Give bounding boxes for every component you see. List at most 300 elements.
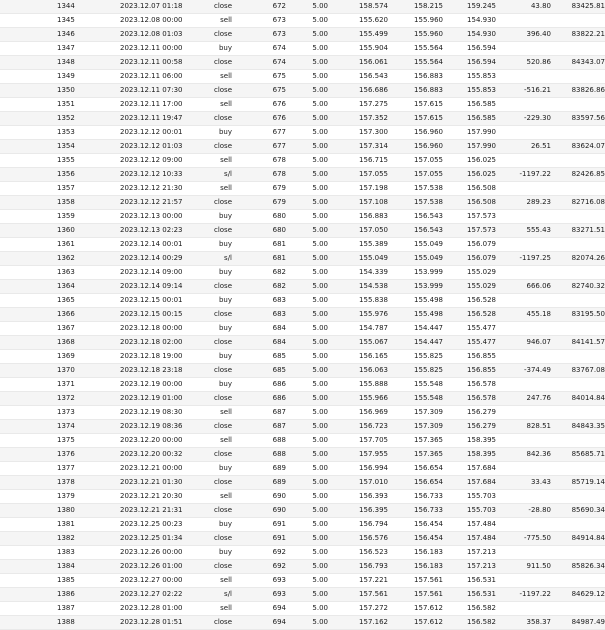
balance-cell <box>551 182 605 196</box>
table-row <box>0 546 605 560</box>
order-id-cell: 691 <box>232 532 286 546</box>
order-type-cell: buy <box>190 210 232 224</box>
stop-loss-cell: 156.183 <box>388 560 443 574</box>
order-id-cell: 682 <box>232 266 286 280</box>
stop-loss-cell: 154.447 <box>388 322 443 336</box>
price-cell: 157.300 <box>328 126 388 140</box>
stop-loss-cell: 155.498 <box>388 294 443 308</box>
balance-cell: 83767.08 <box>551 364 605 378</box>
table-row <box>0 462 605 476</box>
stop-loss-cell: 157.615 <box>388 98 443 112</box>
order-time-cell: 2023.12.27 00:00 <box>120 574 190 588</box>
order-id-cell: 693 <box>232 574 286 588</box>
balance-cell: 82426.85 <box>551 168 605 182</box>
stop-loss-cell: 157.612 <box>388 602 443 616</box>
profit-cell: 828.51 <box>496 420 551 434</box>
row-number-cell: 1379 <box>0 490 120 504</box>
stop-loss-cell: 156.733 <box>388 490 443 504</box>
price-cell: 156.686 <box>328 84 388 98</box>
stop-loss-cell: 154.447 <box>388 336 443 350</box>
order-time-cell: 2023.12.14 09:00 <box>120 266 190 280</box>
table-row <box>0 574 605 588</box>
order-id-cell: 691 <box>232 518 286 532</box>
order-time-cell: 2023.12.21 21:31 <box>120 504 190 518</box>
take-profit-cell: 156.582 <box>443 602 496 616</box>
order-type-cell: buy <box>190 266 232 280</box>
order-type-cell: close <box>190 448 232 462</box>
order-type-cell: close <box>190 140 232 154</box>
take-profit-cell: 155.029 <box>443 280 496 294</box>
row-number-cell: 1367 <box>0 322 120 336</box>
profit-cell: 247.76 <box>496 392 551 406</box>
table-row <box>0 364 605 378</box>
take-profit-cell: 155.703 <box>443 504 496 518</box>
take-profit-cell: 154.930 <box>443 14 496 28</box>
balance-cell: 83271.51 <box>551 224 605 238</box>
order-id-cell: 672 <box>232 0 286 14</box>
order-id-cell: 694 <box>232 616 286 630</box>
volume-cell: 5.00 <box>286 84 328 98</box>
profit-cell <box>496 154 551 168</box>
stop-loss-cell: 157.561 <box>388 588 443 602</box>
row-number-cell: 1344 <box>0 0 120 14</box>
profit-cell <box>496 210 551 224</box>
volume-cell: 5.00 <box>286 294 328 308</box>
table-row <box>0 336 605 350</box>
balance-cell <box>551 210 605 224</box>
order-id-cell: 677 <box>232 140 286 154</box>
order-type-cell: sell <box>190 98 232 112</box>
order-time-cell: 2023.12.25 00:23 <box>120 518 190 532</box>
volume-cell: 5.00 <box>286 490 328 504</box>
row-number-cell: 1355 <box>0 154 120 168</box>
table-row <box>0 42 605 56</box>
price-cell: 157.352 <box>328 112 388 126</box>
order-id-cell: 674 <box>232 42 286 56</box>
profit-cell <box>496 574 551 588</box>
stop-loss-cell: 156.960 <box>388 126 443 140</box>
balance-cell: 82074.26 <box>551 252 605 266</box>
stop-loss-cell: 157.561 <box>388 574 443 588</box>
balance-cell: 84014.84 <box>551 392 605 406</box>
profit-cell: 842.36 <box>496 448 551 462</box>
volume-cell: 5.00 <box>286 182 328 196</box>
volume-cell: 5.00 <box>286 266 328 280</box>
balance-cell <box>551 378 605 392</box>
order-type-cell: sell <box>190 14 232 28</box>
take-profit-cell: 154.930 <box>443 28 496 42</box>
profit-cell: 43.80 <box>496 0 551 14</box>
volume-cell: 5.00 <box>286 112 328 126</box>
order-time-cell: 2023.12.11 07:30 <box>120 84 190 98</box>
table-row <box>0 252 605 266</box>
volume-cell: 5.00 <box>286 574 328 588</box>
balance-cell <box>551 126 605 140</box>
order-time-cell: 2023.12.19 08:30 <box>120 406 190 420</box>
volume-cell: 5.00 <box>286 70 328 84</box>
volume-cell: 5.00 <box>286 378 328 392</box>
table-row <box>0 238 605 252</box>
volume-cell: 5.00 <box>286 462 328 476</box>
profit-cell: 555.43 <box>496 224 551 238</box>
order-id-cell: 690 <box>232 504 286 518</box>
order-type-cell: close <box>190 364 232 378</box>
table-row <box>0 224 605 238</box>
volume-cell: 5.00 <box>286 504 328 518</box>
order-type-cell: buy <box>190 378 232 392</box>
order-id-cell: 679 <box>232 182 286 196</box>
order-type-cell: close <box>190 28 232 42</box>
volume-cell: 5.00 <box>286 224 328 238</box>
order-id-cell: 675 <box>232 84 286 98</box>
table-row <box>0 280 605 294</box>
row-number-cell: 1358 <box>0 196 120 210</box>
order-time-cell: 2023.12.12 10:33 <box>120 168 190 182</box>
order-type-cell: buy <box>190 126 232 140</box>
table-row <box>0 0 605 14</box>
stop-loss-cell: 155.825 <box>388 364 443 378</box>
profit-cell: 396.40 <box>496 28 551 42</box>
take-profit-cell: 155.477 <box>443 336 496 350</box>
take-profit-cell: 156.025 <box>443 168 496 182</box>
take-profit-cell: 156.531 <box>443 574 496 588</box>
row-number-cell: 1376 <box>0 448 120 462</box>
order-id-cell: 689 <box>232 462 286 476</box>
table-row <box>0 322 605 336</box>
profit-cell <box>496 406 551 420</box>
row-number-cell: 1354 <box>0 140 120 154</box>
volume-cell: 5.00 <box>286 420 328 434</box>
order-type-cell: buy <box>190 322 232 336</box>
volume-cell: 5.00 <box>286 140 328 154</box>
volume-cell: 5.00 <box>286 392 328 406</box>
order-time-cell: 2023.12.08 01:03 <box>120 28 190 42</box>
stop-loss-cell: 157.055 <box>388 168 443 182</box>
row-number-cell: 1370 <box>0 364 120 378</box>
profit-cell <box>496 462 551 476</box>
row-number-cell: 1356 <box>0 168 120 182</box>
price-cell: 157.221 <box>328 574 388 588</box>
table-row <box>0 378 605 392</box>
order-type-cell: close <box>190 196 232 210</box>
take-profit-cell: 156.594 <box>443 42 496 56</box>
order-time-cell: 2023.12.26 00:00 <box>120 546 190 560</box>
order-time-cell: 2023.12.25 01:34 <box>120 532 190 546</box>
row-number-cell: 1359 <box>0 210 120 224</box>
stop-loss-cell: 157.309 <box>388 406 443 420</box>
balance-cell <box>551 546 605 560</box>
order-type-cell: s/l <box>190 168 232 182</box>
volume-cell: 5.00 <box>286 448 328 462</box>
order-type-cell: close <box>190 112 232 126</box>
row-number-cell: 1381 <box>0 518 120 532</box>
row-number-cell: 1368 <box>0 336 120 350</box>
order-id-cell: 677 <box>232 126 286 140</box>
take-profit-cell: 157.573 <box>443 210 496 224</box>
table-row <box>0 126 605 140</box>
stop-loss-cell: 157.538 <box>388 196 443 210</box>
balance-cell: 83624.07 <box>551 140 605 154</box>
order-time-cell: 2023.12.19 00:00 <box>120 378 190 392</box>
row-number-cell: 1364 <box>0 280 120 294</box>
order-time-cell: 2023.12.19 08:36 <box>120 420 190 434</box>
order-time-cell: 2023.12.11 06:00 <box>120 70 190 84</box>
take-profit-cell: 156.528 <box>443 294 496 308</box>
price-cell: 156.793 <box>328 560 388 574</box>
order-id-cell: 684 <box>232 336 286 350</box>
balance-cell: 85690.34 <box>551 504 605 518</box>
order-time-cell: 2023.12.21 01:30 <box>120 476 190 490</box>
table-row <box>0 56 605 70</box>
order-time-cell: 2023.12.20 00:00 <box>120 434 190 448</box>
order-time-cell: 2023.12.12 00:01 <box>120 126 190 140</box>
take-profit-cell: 155.853 <box>443 84 496 98</box>
balance-cell <box>551 70 605 84</box>
volume-cell: 5.00 <box>286 238 328 252</box>
table-row <box>0 476 605 490</box>
profit-cell <box>496 490 551 504</box>
balance-cell: 83597.56 <box>551 112 605 126</box>
price-cell: 156.063 <box>328 364 388 378</box>
price-cell: 155.904 <box>328 42 388 56</box>
balance-cell <box>551 238 605 252</box>
price-cell: 156.883 <box>328 210 388 224</box>
table-row <box>0 560 605 574</box>
row-number-cell: 1345 <box>0 14 120 28</box>
order-id-cell: 692 <box>232 560 286 574</box>
stop-loss-cell: 156.454 <box>388 518 443 532</box>
take-profit-cell: 157.213 <box>443 546 496 560</box>
order-id-cell: 689 <box>232 476 286 490</box>
take-profit-cell: 156.531 <box>443 588 496 602</box>
profit-cell <box>496 238 551 252</box>
table-row <box>0 350 605 364</box>
order-id-cell: 674 <box>232 56 286 70</box>
stop-loss-cell: 156.183 <box>388 546 443 560</box>
balance-cell <box>551 518 605 532</box>
order-type-cell: close <box>190 56 232 70</box>
balance-cell <box>551 602 605 616</box>
table-row <box>0 210 605 224</box>
balance-cell: 85719.14 <box>551 476 605 490</box>
volume-cell: 5.00 <box>286 28 328 42</box>
balance-cell: 82740.32 <box>551 280 605 294</box>
row-number-cell: 1377 <box>0 462 120 476</box>
order-type-cell: close <box>190 84 232 98</box>
stop-loss-cell: 153.999 <box>388 266 443 280</box>
price-cell: 155.976 <box>328 308 388 322</box>
take-profit-cell: 157.990 <box>443 140 496 154</box>
take-profit-cell: 157.990 <box>443 126 496 140</box>
stop-loss-cell: 155.548 <box>388 378 443 392</box>
volume-cell: 5.00 <box>286 0 328 14</box>
order-type-cell: close <box>190 308 232 322</box>
price-cell: 155.888 <box>328 378 388 392</box>
order-type-cell: buy <box>190 518 232 532</box>
order-time-cell: 2023.12.18 02:00 <box>120 336 190 350</box>
stop-loss-cell: 155.049 <box>388 238 443 252</box>
balance-cell <box>551 490 605 504</box>
take-profit-cell: 157.684 <box>443 462 496 476</box>
order-time-cell: 2023.12.26 01:00 <box>120 560 190 574</box>
table-row <box>0 154 605 168</box>
price-cell: 157.050 <box>328 224 388 238</box>
take-profit-cell: 156.855 <box>443 364 496 378</box>
volume-cell: 5.00 <box>286 308 328 322</box>
volume-cell: 5.00 <box>286 196 328 210</box>
stop-loss-cell: 156.883 <box>388 70 443 84</box>
row-number-cell: 1384 <box>0 560 120 574</box>
order-time-cell: 2023.12.11 19:47 <box>120 112 190 126</box>
order-type-cell: s/l <box>190 588 232 602</box>
row-number-cell: 1357 <box>0 182 120 196</box>
order-type-cell: close <box>190 420 232 434</box>
order-time-cell: 2023.12.28 01:00 <box>120 602 190 616</box>
profit-cell <box>496 518 551 532</box>
take-profit-cell: 158.395 <box>443 448 496 462</box>
take-profit-cell: 157.484 <box>443 532 496 546</box>
order-type-cell: sell <box>190 70 232 84</box>
stop-loss-cell: 157.365 <box>388 448 443 462</box>
order-time-cell: 2023.12.18 00:00 <box>120 322 190 336</box>
order-time-cell: 2023.12.20 00:32 <box>120 448 190 462</box>
order-id-cell: 683 <box>232 308 286 322</box>
order-time-cell: 2023.12.11 00:00 <box>120 42 190 56</box>
profit-cell: -516.21 <box>496 84 551 98</box>
table-row <box>0 182 605 196</box>
volume-cell: 5.00 <box>286 210 328 224</box>
row-number-cell: 1380 <box>0 504 120 518</box>
order-id-cell: 683 <box>232 294 286 308</box>
order-type-cell: sell <box>190 574 232 588</box>
profit-cell <box>496 14 551 28</box>
take-profit-cell: 157.484 <box>443 518 496 532</box>
balance-cell: 83195.50 <box>551 308 605 322</box>
row-number-cell: 1387 <box>0 602 120 616</box>
profit-cell: -374.49 <box>496 364 551 378</box>
price-cell: 155.620 <box>328 14 388 28</box>
order-id-cell: 680 <box>232 224 286 238</box>
volume-cell: 5.00 <box>286 406 328 420</box>
order-time-cell: 2023.12.15 00:15 <box>120 308 190 322</box>
stop-loss-cell: 155.548 <box>388 392 443 406</box>
stop-loss-cell: 156.883 <box>388 84 443 98</box>
order-type-cell: close <box>190 532 232 546</box>
row-number-cell: 1386 <box>0 588 120 602</box>
balance-cell <box>551 98 605 112</box>
order-id-cell: 688 <box>232 434 286 448</box>
take-profit-cell: 156.528 <box>443 308 496 322</box>
table-row <box>0 588 605 602</box>
profit-cell: 666.06 <box>496 280 551 294</box>
volume-cell: 5.00 <box>286 98 328 112</box>
volume-cell: 5.00 <box>286 14 328 28</box>
table-row <box>0 602 605 616</box>
volume-cell: 5.00 <box>286 280 328 294</box>
take-profit-cell: 155.029 <box>443 266 496 280</box>
price-cell: 157.162 <box>328 616 388 630</box>
profit-cell <box>496 434 551 448</box>
take-profit-cell: 156.582 <box>443 616 496 630</box>
price-cell: 155.389 <box>328 238 388 252</box>
row-number-cell: 1351 <box>0 98 120 112</box>
price-cell: 156.576 <box>328 532 388 546</box>
balance-cell <box>551 294 605 308</box>
stop-loss-cell: 155.564 <box>388 42 443 56</box>
order-time-cell: 2023.12.11 00:58 <box>120 56 190 70</box>
profit-cell <box>496 602 551 616</box>
order-id-cell: 678 <box>232 168 286 182</box>
stop-loss-cell: 156.543 <box>388 224 443 238</box>
balance-cell: 84843.35 <box>551 420 605 434</box>
balance-cell: 84343.07 <box>551 56 605 70</box>
price-cell: 157.010 <box>328 476 388 490</box>
price-cell: 156.393 <box>328 490 388 504</box>
volume-cell: 5.00 <box>286 322 328 336</box>
row-number-cell: 1382 <box>0 532 120 546</box>
table-row <box>0 168 605 182</box>
order-type-cell: sell <box>190 154 232 168</box>
row-number-cell: 1362 <box>0 252 120 266</box>
profit-cell <box>496 350 551 364</box>
row-number-cell: 1352 <box>0 112 120 126</box>
volume-cell: 5.00 <box>286 518 328 532</box>
balance-cell: 83425.81 <box>551 0 605 14</box>
volume-cell: 5.00 <box>286 350 328 364</box>
profit-cell: 520.86 <box>496 56 551 70</box>
order-id-cell: 673 <box>232 14 286 28</box>
take-profit-cell: 156.585 <box>443 98 496 112</box>
row-number-cell: 1371 <box>0 378 120 392</box>
row-number-cell: 1363 <box>0 266 120 280</box>
table-row <box>0 294 605 308</box>
stop-loss-cell: 155.960 <box>388 28 443 42</box>
order-id-cell: 676 <box>232 98 286 112</box>
profit-cell: -229.30 <box>496 112 551 126</box>
price-cell: 156.723 <box>328 420 388 434</box>
balance-cell: 83826.86 <box>551 84 605 98</box>
volume-cell: 5.00 <box>286 126 328 140</box>
profit-cell <box>496 546 551 560</box>
profit-cell: -775.50 <box>496 532 551 546</box>
order-id-cell: 687 <box>232 406 286 420</box>
profit-cell <box>496 70 551 84</box>
order-time-cell: 2023.12.12 21:57 <box>120 196 190 210</box>
table-row <box>0 490 605 504</box>
order-type-cell: close <box>190 336 232 350</box>
volume-cell: 5.00 <box>286 616 328 630</box>
table-row <box>0 84 605 98</box>
stop-loss-cell: 155.049 <box>388 252 443 266</box>
price-cell: 157.108 <box>328 196 388 210</box>
profit-cell: 946.07 <box>496 336 551 350</box>
order-time-cell: 2023.12.18 19:00 <box>120 350 190 364</box>
profit-cell: -1197.22 <box>496 588 551 602</box>
order-type-cell: close <box>190 392 232 406</box>
row-number-cell: 1385 <box>0 574 120 588</box>
stop-loss-cell: 156.654 <box>388 462 443 476</box>
volume-cell: 5.00 <box>286 252 328 266</box>
profit-cell <box>496 294 551 308</box>
stop-loss-cell: 157.365 <box>388 434 443 448</box>
price-cell: 157.314 <box>328 140 388 154</box>
price-cell: 155.499 <box>328 28 388 42</box>
balance-cell: 84141.57 <box>551 336 605 350</box>
order-id-cell: 688 <box>232 448 286 462</box>
profit-cell: 911.50 <box>496 560 551 574</box>
table-row <box>0 518 605 532</box>
price-cell: 156.061 <box>328 56 388 70</box>
